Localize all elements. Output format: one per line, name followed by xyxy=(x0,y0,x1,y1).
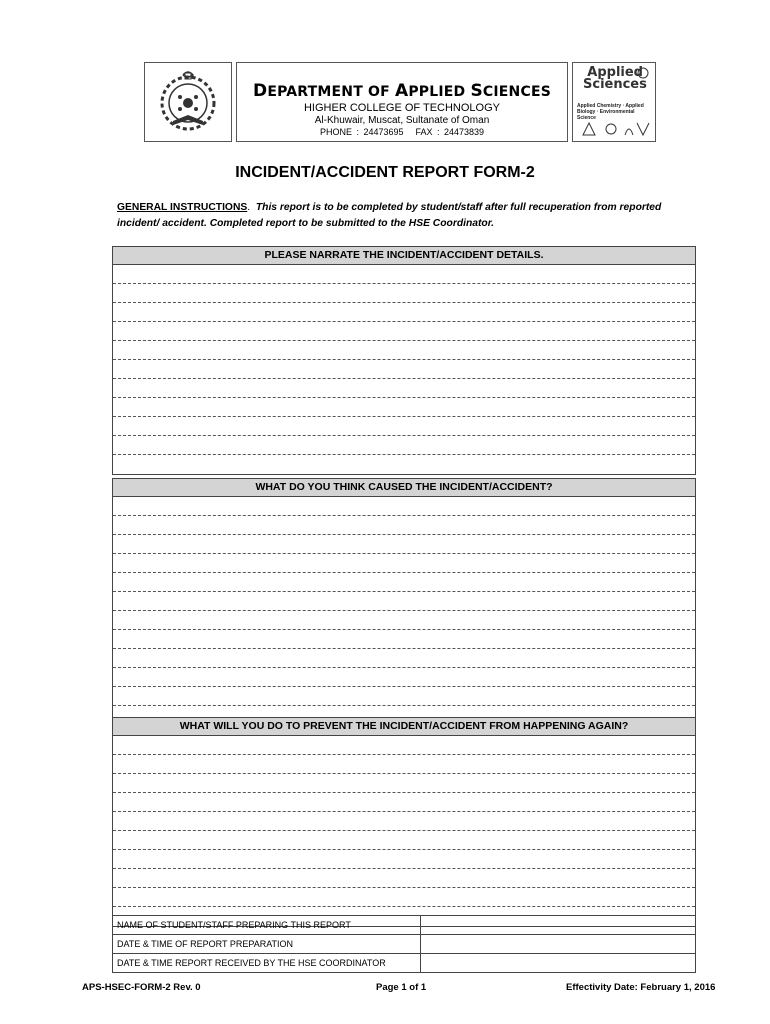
writing-line[interactable] xyxy=(113,812,695,831)
cause-section xyxy=(112,478,696,726)
preparation-time-label: DATE & TIME OF REPORT PREPARATION xyxy=(113,935,421,954)
writing-line[interactable] xyxy=(113,774,695,793)
writing-line[interactable] xyxy=(113,592,695,611)
department-title-box xyxy=(236,62,568,142)
science-illustration-icon xyxy=(573,63,656,142)
instructions-text: This report is to be completed by student/staff after full recuperation from reported incident/ accident. Completed report to be submitted to the HSE Coordinator. xyxy=(117,202,662,229)
contact-line xyxy=(237,127,567,137)
writing-line[interactable] xyxy=(113,516,695,535)
writing-line[interactable] xyxy=(113,850,695,869)
section-heading: PLEASE NARRATE THE INCIDENT/ACCIDENT DETAILS. xyxy=(113,247,695,265)
received-time-field[interactable] xyxy=(421,954,696,973)
letterhead xyxy=(144,62,658,144)
writing-line[interactable] xyxy=(113,322,695,341)
writing-line[interactable] xyxy=(113,455,695,474)
writing-line[interactable] xyxy=(113,630,695,649)
writing-line[interactable] xyxy=(113,888,695,907)
writing-line[interactable] xyxy=(113,687,695,706)
writing-line[interactable] xyxy=(113,573,695,592)
effectivity-date: Effectivity Date: February 1, 2016 xyxy=(566,982,716,993)
form-title: INCIDENT/ACCIDENT REPORT FORM-2 xyxy=(235,164,535,181)
writing-line[interactable] xyxy=(113,303,695,322)
writing-line[interactable] xyxy=(113,265,695,284)
instructions-label: GENERAL INSTRUCTIONS xyxy=(117,202,248,213)
writing-line[interactable] xyxy=(113,668,695,687)
writing-line[interactable] xyxy=(113,869,695,888)
preparer-name-field[interactable] xyxy=(421,916,696,935)
emblem-icon xyxy=(145,63,231,141)
general-instructions: GENERAL INSTRUCTIONS. This report is to be completed by student/staff after full recuperation from reported incident/ accident. Completed report to be submitted to the HSE Coordinator. xyxy=(117,202,662,229)
logo-title: Applied Sciences xyxy=(583,65,647,92)
table-row xyxy=(113,935,696,954)
writing-line[interactable] xyxy=(113,736,695,755)
phone-number: PHONE : 24473695 xyxy=(319,127,404,137)
preparer-name-label: NAME OF STUDENT/STAFF PREPARING THIS REPORT xyxy=(113,916,421,935)
logo-subtitle: Applied Chemistry · Applied Biology · Environmental Science xyxy=(577,103,644,121)
writing-line[interactable] xyxy=(113,649,695,668)
section-heading: WHAT WILL YOU DO TO PREVENT THE INCIDENT/ACCIDENT FROM HAPPENING AGAIN? xyxy=(113,718,695,736)
fax-number: FAX : 24473839 xyxy=(415,127,485,137)
writing-line[interactable] xyxy=(113,360,695,379)
writing-line[interactable] xyxy=(113,398,695,417)
section-heading: WHAT DO YOU THINK CAUSED THE INCIDENT/ACCIDENT? xyxy=(113,479,695,497)
writing-line[interactable] xyxy=(113,793,695,812)
writing-line[interactable] xyxy=(113,535,695,554)
college-name: HIGHER COLLEGE OF TECHNOLOGY xyxy=(303,102,500,114)
writing-line[interactable] xyxy=(113,341,695,360)
prevention-section xyxy=(112,717,696,927)
received-time-label: DATE & TIME REPORT RECEIVED BY THE HSE COORDINATOR xyxy=(113,954,421,973)
narrate-details-section xyxy=(112,246,696,475)
writing-line[interactable] xyxy=(113,417,695,436)
writing-line[interactable] xyxy=(113,284,695,303)
report-details-table xyxy=(112,915,696,973)
college-address: Al-Khuwair, Muscat, Sultanate of Oman xyxy=(314,115,490,126)
department-name: DEPARTMENT OF APPLIED SCIENCES xyxy=(253,81,551,101)
table-row xyxy=(113,916,696,935)
writing-line[interactable] xyxy=(113,554,695,573)
page-number: Page 1 of 1 xyxy=(376,982,427,993)
form-code: APS-HSEC-FORM-2 Rev. 0 xyxy=(82,982,201,993)
writing-line[interactable] xyxy=(113,436,695,455)
writing-line[interactable] xyxy=(113,379,695,398)
writing-line[interactable] xyxy=(113,831,695,850)
table-row xyxy=(113,954,696,973)
writing-line[interactable] xyxy=(113,611,695,630)
preparation-time-field[interactable] xyxy=(421,935,696,954)
applied-sciences-logo xyxy=(572,62,656,142)
writing-line[interactable] xyxy=(113,755,695,774)
writing-line[interactable] xyxy=(113,497,695,516)
college-emblem-logo xyxy=(144,62,232,142)
